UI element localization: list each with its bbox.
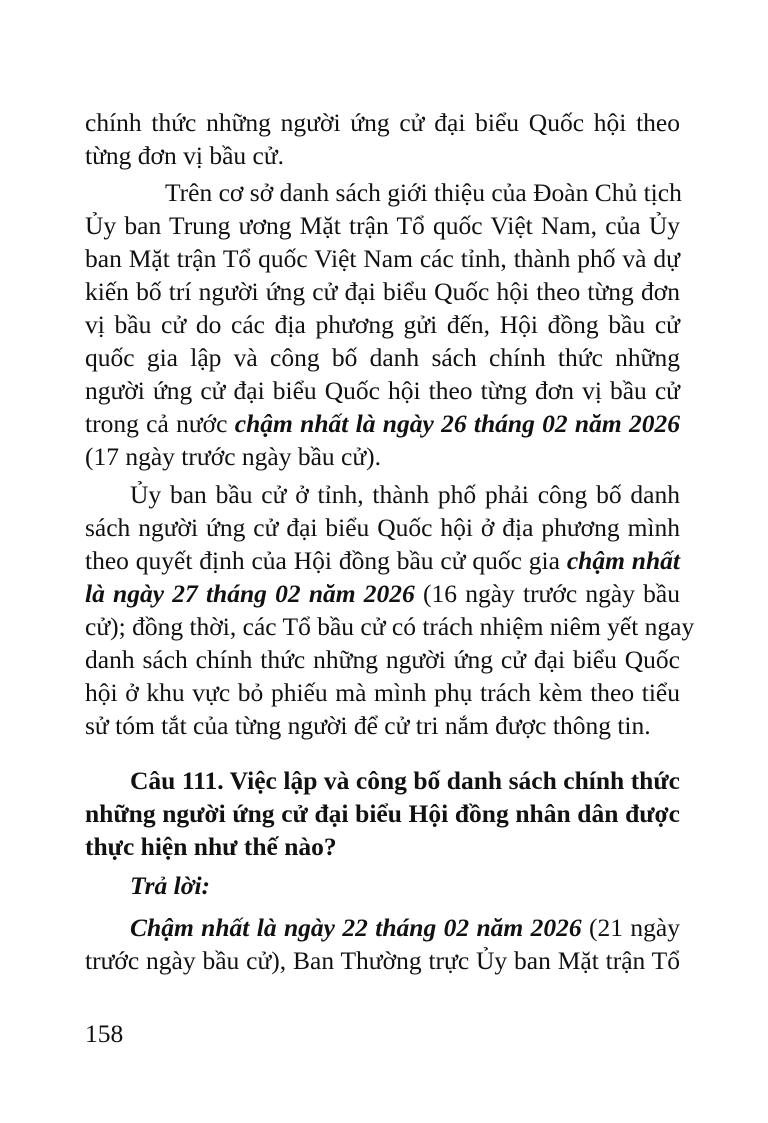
deadline-emphasis-1: chậm nhất là ngày 26 tháng 02 năm 2026 (234, 409, 680, 438)
question-heading-line-2: những người ứng cử đại biểu Hội đồng nhân dân được (85, 799, 680, 828)
para2-line-2: Ủy ban Trung ương Mặt trận Tổ quốc Việt Nam, của Ủy (85, 211, 680, 240)
para2-line-9: (17 ngày trước ngày bầu cử). (85, 442, 382, 471)
para2-line-4: kiến bố trí người ứng cử đại biểu Quốc hội theo từng đơn (85, 277, 680, 306)
para2-line-5: vị bầu cử do các địa phương gửi đến, Hội đồng bầu cử (85, 310, 680, 339)
deadline-emphasis-2b: là ngày 27 tháng 02 năm 2026 (85, 579, 415, 608)
para2-line-8-text: trong cả nước (85, 409, 235, 438)
question-heading-line-1: Câu 111. Việc lập và công bố danh sách chính thức (130, 766, 680, 795)
para3-line-3-text: theo quyết định của Hội đồng bầu cử quốc gia (85, 546, 567, 575)
para3-line-2: sách người ứng cử đại biểu Quốc hội ở địa phương mình (85, 513, 680, 542)
question-heading-line-3: thực hiện như thế nào? (85, 832, 337, 861)
para3-line-7: hội ở khu vực bỏ phiếu mà mình phụ trách kèm theo tiểu (85, 678, 680, 707)
answer-line-1-text: (21 ngày (581, 913, 680, 942)
para3-line-4 (85, 577, 680, 610)
deadline-emphasis-2a: chậm nhất (566, 546, 680, 575)
para3-line-5: cử); đồng thời, các Tổ bầu cử có trách nhiệm niêm yết ngay (85, 612, 695, 641)
para2-line-3: ban Mặt trận Tổ quốc Việt Nam các tỉnh, thành phố và dự (85, 244, 680, 273)
para3-line-6: danh sách chính thức những người ứng cử đại biểu Quốc (85, 645, 680, 674)
para2-line-6: quốc gia lập và công bố danh sách chính thức những (85, 343, 680, 372)
para3-line-4-text: (16 ngày trước ngày bầu (414, 579, 680, 608)
answer-line-2: trước ngày bầu cử), Ban Thường trực Ủy ban Mặt trận Tổ (85, 946, 680, 975)
answer-label: Trả lời: (130, 871, 211, 900)
para3-line-3 (85, 544, 680, 577)
answer-line-1 (130, 911, 680, 944)
para1-line-2: từng đơn vị bầu cử. (85, 141, 285, 170)
para2-line-1: Trên cơ sở danh sách giới thiệu của Đoàn Chủ tịch (165, 178, 682, 207)
para3-line-8: sử tóm tắt của từng người để cử tri nắm được thông tin. (85, 711, 651, 740)
para1-line-1: chính thức những người ứng cử đại biểu Quốc hội theo (85, 108, 680, 137)
deadline-emphasis-3: Chậm nhất là ngày 22 tháng 02 năm 2026 (130, 913, 582, 942)
page-number: 158 (85, 1019, 124, 1048)
para3-line-1: Ủy ban bầu cử ở tỉnh, thành phố phải công bố danh (130, 480, 680, 509)
para2-line-7: người ứng cử đại biểu Quốc hội theo từng đơn vị bầu cử (85, 376, 680, 405)
para2-line-8 (85, 407, 680, 440)
